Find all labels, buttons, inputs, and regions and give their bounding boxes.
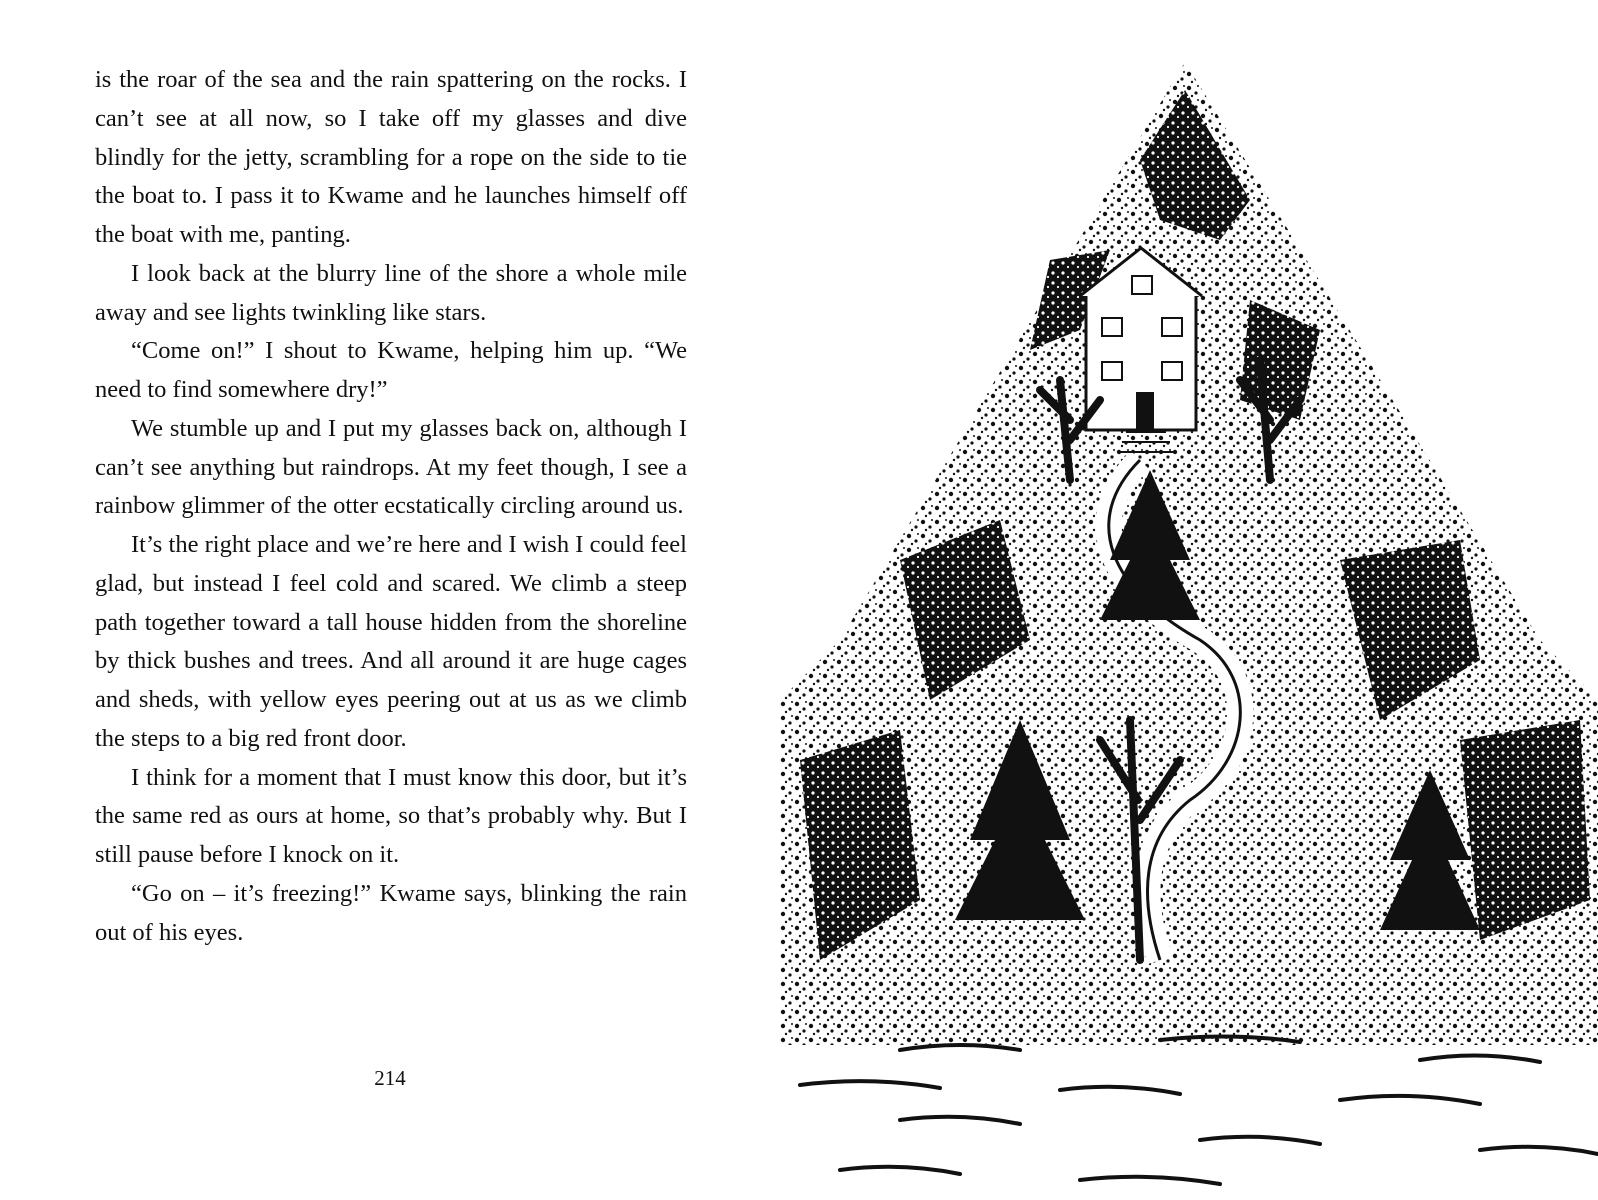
- paragraph: I look back at the blurry line of the shore a whole mile away and see lights twinkling like stars.: [95, 259, 687, 326]
- island-house-illustration: [780, 0, 1598, 1200]
- page-number: 214: [374, 1066, 406, 1090]
- paragraph: is the roar of the sea and the rain spattering on the rocks. I can’t see at all now, so I take off my glasses and dive blindly for the jetty, scrambling for a rope on the side to tie the boat to. I pass it to Kwame and he launches himself off the boat with me, panting.: [95, 66, 687, 248]
- water-waves: [800, 1036, 1598, 1184]
- right-page: [780, 0, 1598, 1200]
- paragraph: We stumble up and I put my glasses back on, although I can’t see anything but raindrops. At my feet though, I see a rainbow glimmer of the otter ecstatically circling around us.: [95, 414, 687, 520]
- paragraph: “Come on!” I shout to Kwame, helping him up. “We need to find somewhere dry!”: [95, 337, 687, 403]
- paragraph: I think for a moment that I must know this door, but it’s the same red as ours at home, so that’s probably why. But I still pause before I knock on it.: [95, 763, 687, 868]
- paragraph: “Go on – it’s freezing!” Kwame says, blinking the rain out of his eyes.: [95, 879, 687, 946]
- body-text: [95, 61, 687, 952]
- left-page: [0, 0, 780, 1200]
- paragraph: It’s the right place and we’re here and I wish I could feel glad, but instead I feel cold and scared. We climb a steep path together toward a tall house hidden from the shoreline by thick bushes and trees. And all around it are huge cages and sheds, with yellow eyes peering out at us as we climb the steps to a big red front door.: [95, 531, 687, 752]
